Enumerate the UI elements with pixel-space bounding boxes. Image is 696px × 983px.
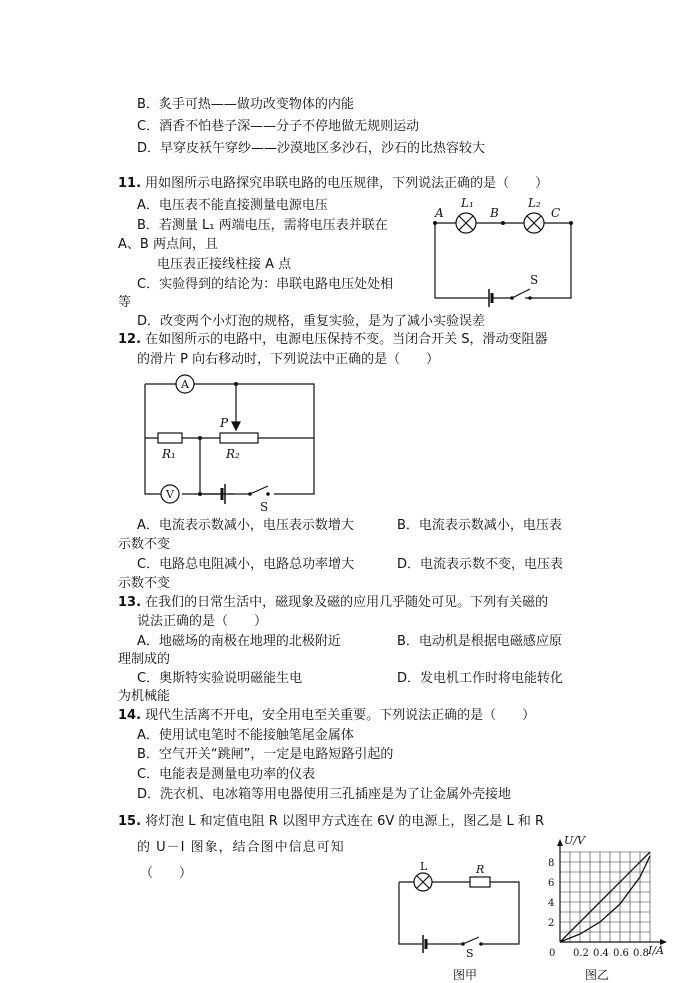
q13-option-c: C．奥斯特实验说明磁能生电 — [137, 671, 303, 686]
q15-circuit-diagram — [395, 860, 525, 960]
q13-option-d-line2: 为机械能 — [118, 689, 171, 704]
y-axis-arrow — [557, 839, 563, 846]
q14-number: 14. — [118, 708, 142, 723]
y-tick-label: 8 — [548, 858, 555, 869]
x-tick-label: 0.8 — [633, 948, 649, 959]
q12-option-d-line2: 示数不变 — [118, 576, 171, 591]
q13-option-d-line1: D．发电机工作时将电能转化 — [397, 671, 564, 686]
x-axis-title: I/A — [648, 944, 664, 957]
q12-option-b-line2: 示数不变 — [118, 537, 171, 552]
q11-option-b-line1: B．若测量 L₁ 两端电压，需将电压表并联在 — [137, 218, 388, 233]
q11-option-b-line3: 电压表正接线柱接 A 点 — [157, 257, 292, 272]
q12-slider-p-label: P — [220, 416, 229, 430]
q14-option-c: C．电能表是测量电功率的仪表 — [137, 767, 316, 782]
q15-number: 15. — [118, 814, 142, 829]
origin-label: 0 — [549, 948, 556, 959]
q13-stem-line1 — [118, 594, 548, 612]
q12-r2-label: R₂ — [226, 447, 240, 461]
q13-option-b-line1: B．电动机是根据电磁感应原 — [397, 634, 562, 649]
q11-option-c-line1: C．实验得到的结论为：串联电路电压处处相 — [137, 277, 394, 292]
q11-option-c-line2: 等 — [118, 295, 132, 310]
q11-option-a: A．电压表不能直接测量电源电压 — [137, 198, 328, 213]
q11-point-a-label: A — [435, 206, 444, 220]
q11-stem-text: 用如图所示电路探究串联电路的电压规律，下列说法正确的是（ ） — [145, 176, 549, 191]
series-line-1 — [560, 852, 650, 942]
q12-stem-line2: 的滑片 P 向右移动时，下列说法中正确的是（ ） — [137, 352, 440, 367]
q11-circuit-diagram — [430, 195, 580, 305]
q15-switch-label: S — [466, 947, 474, 960]
q11-lamp-l2-label: L₂ — [528, 196, 541, 210]
q13-option-a: A．地磁场的南极在地理的北极附近 — [137, 634, 341, 649]
q15-resistor-label: R — [476, 863, 485, 876]
q14-option-d: D．洗衣机、电冰箱等用电器使用三孔插座是为了让金属外壳接地 — [137, 787, 512, 802]
q10-option-b: B．炙手可热——做功改变物体的内能 — [137, 97, 354, 112]
q11-number: 11. — [118, 176, 142, 191]
q15-ui-graph — [540, 836, 670, 962]
q11-point-b-label: B — [490, 206, 499, 220]
q12-option-c: C．电路总电阻减小，电路总功率增大 — [137, 557, 355, 572]
q15-answer-blank: （ ） — [140, 866, 193, 881]
q13-number: 13. — [118, 595, 142, 610]
q15-stem-line1 — [118, 813, 544, 831]
y-tick-label: 6 — [548, 878, 555, 889]
y-axis-title: U/V — [564, 834, 585, 847]
q15-lamp-label: L — [420, 860, 428, 873]
q12-r1-label: R₁ — [162, 447, 176, 461]
q14-option-b: B．空气开关“跳闸”，一定是电路短路引起的 — [137, 747, 394, 762]
q11-stem — [118, 175, 548, 193]
q10-option-c: C．酒香不怕巷子深——分子不停地做无规则运动 — [137, 119, 420, 134]
q11-option-d: D．改变两个小灯泡的规格，重复实验，是为了减小实验误差 — [137, 314, 486, 329]
q11-option-b-line2: A、B 两点间，且 — [118, 237, 218, 252]
q12-voltmeter-label: V — [166, 488, 174, 501]
q12-option-d-line1: D．电流表示数不变，电压表 — [397, 557, 564, 572]
x-tick-label: 0.2 — [573, 948, 589, 959]
graph-series — [560, 852, 650, 942]
q15-figure-jia-caption: 图甲 — [453, 968, 478, 982]
y-tick-label: 4 — [548, 898, 555, 909]
q14-stem-text: 现代生活离不开电，安全用电至关重要。下列说法正确的是（ ） — [145, 708, 536, 723]
x-tick-label: 0.4 — [593, 948, 609, 959]
q12-circuit-diagram — [140, 370, 320, 515]
q15-figure-yi-caption: 图乙 — [585, 968, 610, 982]
q12-stem-text: 在如图所示的电路中，电源电压保持不变。当闭合开关 S，滑动变阻器 — [145, 332, 548, 347]
q13-stem-text: 在我们的日常生活中，磁现象及磁的应用几乎随处可见。下列有关磁的 — [145, 595, 549, 610]
q12-ammeter-label: A — [181, 378, 189, 391]
q11-point-c-label: C — [551, 206, 561, 220]
q11-switch-label: S — [530, 273, 539, 287]
q13-stem-line2: 说法正确的是（ ） — [137, 614, 268, 629]
q10-option-d: D．早穿皮袄午穿纱——沙漠地区多沙石，沙石的比热容较大 — [137, 141, 486, 156]
y-tick-label: 2 — [548, 918, 555, 929]
q12-option-a: A．电流表示数减小，电压表示数增大 — [137, 518, 354, 533]
q12-option-b-line1: B．电流表示数减小，电压表 — [397, 518, 562, 533]
q14-stem — [118, 707, 535, 725]
q11-lamp-l1-label: L₁ — [461, 196, 474, 210]
q14-option-a: A．使用试电笔时不能接触笔尾金属体 — [137, 728, 354, 743]
x-tick-label: 0.6 — [613, 948, 629, 959]
q15-stem-text: 将灯泡 L 和定值电阻 R 以图甲方式连在 6V 的电源上，图乙是 L 和 R — [145, 814, 545, 829]
q12-stem-line1 — [118, 331, 548, 349]
q15-stem-line2: 的 U－I 图象，结合图中信息可知 — [137, 840, 345, 855]
q12-switch-label: S — [260, 500, 269, 514]
q12-number: 12. — [118, 332, 142, 347]
q13-option-b-line2: 理制成的 — [118, 652, 171, 667]
